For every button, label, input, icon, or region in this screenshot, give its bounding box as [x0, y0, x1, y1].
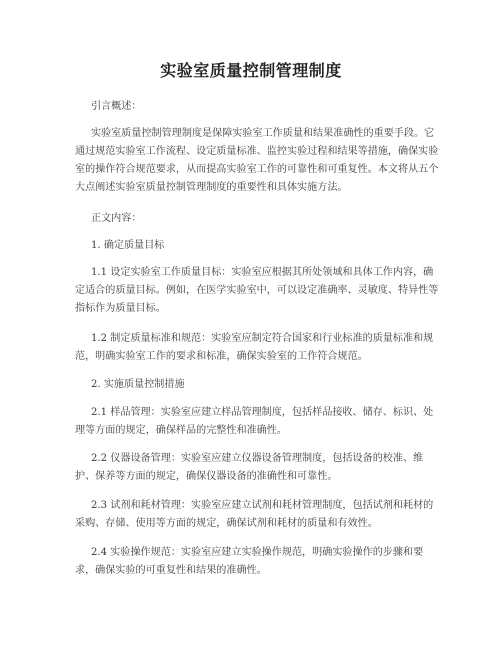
section-2-heading [91, 376, 185, 394]
text-line: 2.1 样品管理：实验室应建立样品管理制度，包括样品接收、储存、标识、处 [91, 407, 434, 418]
text-line: 正文内容： [91, 213, 142, 224]
text-line: 采购、存储、使用等方面的规定，确保试剂和耗材的质量和有效性。 [75, 518, 378, 529]
text-line: 通过规范实验室工作流程、设定质量标准、监控实验过程和结果等措施，确保实验 [75, 146, 439, 157]
paragraph-2-4 [75, 544, 423, 580]
paragraph-2-3 [75, 497, 433, 533]
page-title: 实验室质量控制管理制度 [160, 61, 342, 80]
intro-heading [91, 98, 141, 116]
paragraph-1-2 [75, 330, 433, 366]
text-line: 求，确保实验的可重复性和结果的准确性。 [75, 565, 267, 576]
paragraph-1-1 [75, 264, 438, 318]
text-line: 护、保养等方面的规定，确保仪器设备的准确性和可靠性。 [75, 471, 338, 482]
section-1-heading [91, 237, 164, 255]
text-line: 2.3 试剂和耗材管理：实验室应建立试剂和耗材管理制度，包括试剂和耗材的 [91, 500, 434, 511]
paragraph-2-2 [75, 450, 423, 486]
text-line: 理等方面的规定，确保样品的完整性和准确性。 [75, 425, 287, 436]
text-line: 定适合的质量目标。例如，在医学实验室中，可以设定准确率、灵敏度、特异性等 [75, 285, 439, 296]
text-line: 引言概述： [91, 101, 142, 112]
text-line: 指标作为质量目标。 [75, 303, 166, 314]
intro-paragraph [75, 125, 438, 197]
text-line: 2.2 仪器设备管理：实验室应建立仪器设备管理制度，包括设备的校准、维 [91, 453, 424, 464]
text-line: 2.4 实验操作规范：实验室应建立实验操作规范，明确实验操作的步骤和要 [91, 547, 424, 558]
text-line: 1. 确定质量目标 [91, 240, 165, 251]
text-line: 1.1 设定实验室工作质量目标：实验室应根据其所处领域和具体工作内容，确 [91, 267, 434, 278]
text-line: 范，明确实验室工作的要求和标准，确保实验室的工作符合规范。 [75, 351, 368, 362]
text-line: 1.2 制定质量标准和规范：实验室应制定符合国家和行业标准的质量标准和规 [91, 333, 434, 344]
body-heading [91, 210, 141, 228]
text-line: 室的操作符合规范要求，从而提高实验室工作的可靠性和可重复性。本文将从五个 [75, 164, 439, 175]
text-line: 大点阐述实验室质量控制管理制度的重要性和具体实施方法。 [75, 182, 348, 193]
text-line: 实验室质量控制管理制度是保障实验室工作质量和结果准确性的重要手段。它 [91, 128, 435, 139]
text-line: 2. 实施质量控制措施 [91, 379, 185, 390]
paragraph-2-1 [75, 404, 433, 440]
